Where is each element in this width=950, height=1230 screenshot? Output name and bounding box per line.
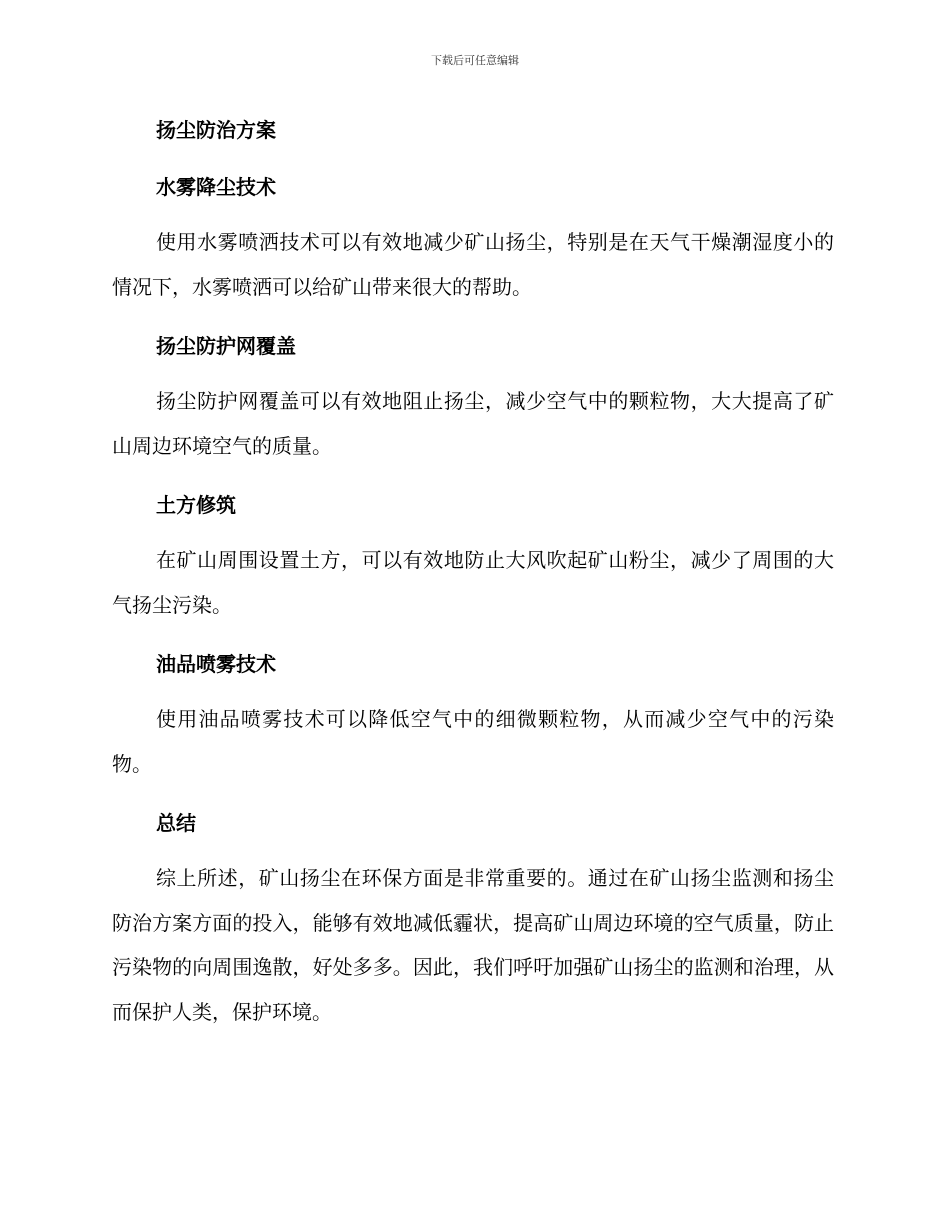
- section-heading: 油品喷雾技术: [156, 652, 276, 676]
- paragraph: 使用水雾喷洒技术可以有效地减少矿山扬尘，特别是在天气干燥潮湿度小的情况下，水雾喷洒可以给矿山带来很大的帮助。: [112, 230, 834, 299]
- section-heading: 水雾降尘技术: [156, 175, 276, 199]
- section-heading: 扬尘防治方案: [156, 118, 276, 142]
- section-heading: 扬尘防护网覆盖: [156, 334, 296, 358]
- paragraph: 使用油品喷雾技术可以降低空气中的细微颗粒物，从而减少空气中的污染物。: [112, 707, 834, 776]
- page-header: 下载后可任意编辑: [431, 54, 519, 67]
- section-heading: 土方修筑: [156, 493, 236, 517]
- paragraph: 在矿山周围设置土方，可以有效地防止大风吹起矿山粉尘，减少了周围的大气扬尘污染。: [112, 548, 834, 617]
- paragraph: 扬尘防护网覆盖可以有效地阻止扬尘，减少空气中的颗粒物，大大提高了矿山周边环境空气的质量。: [112, 389, 834, 458]
- section-heading: 总结: [156, 811, 196, 835]
- document-body: [112, 110, 834, 1034]
- paragraph: 综上所述，矿山扬尘在环保方面是非常重要的。通过在矿山扬尘监测和扬尘防治方案方面的投入，能够有效地减低霾状，提高矿山周边环境的空气质量，防止污染物的向周围逸散，好处多多。因此，我们呼吁加强矿山扬尘的监测和治理，从而保护人类，保护环境。: [112, 866, 834, 1024]
